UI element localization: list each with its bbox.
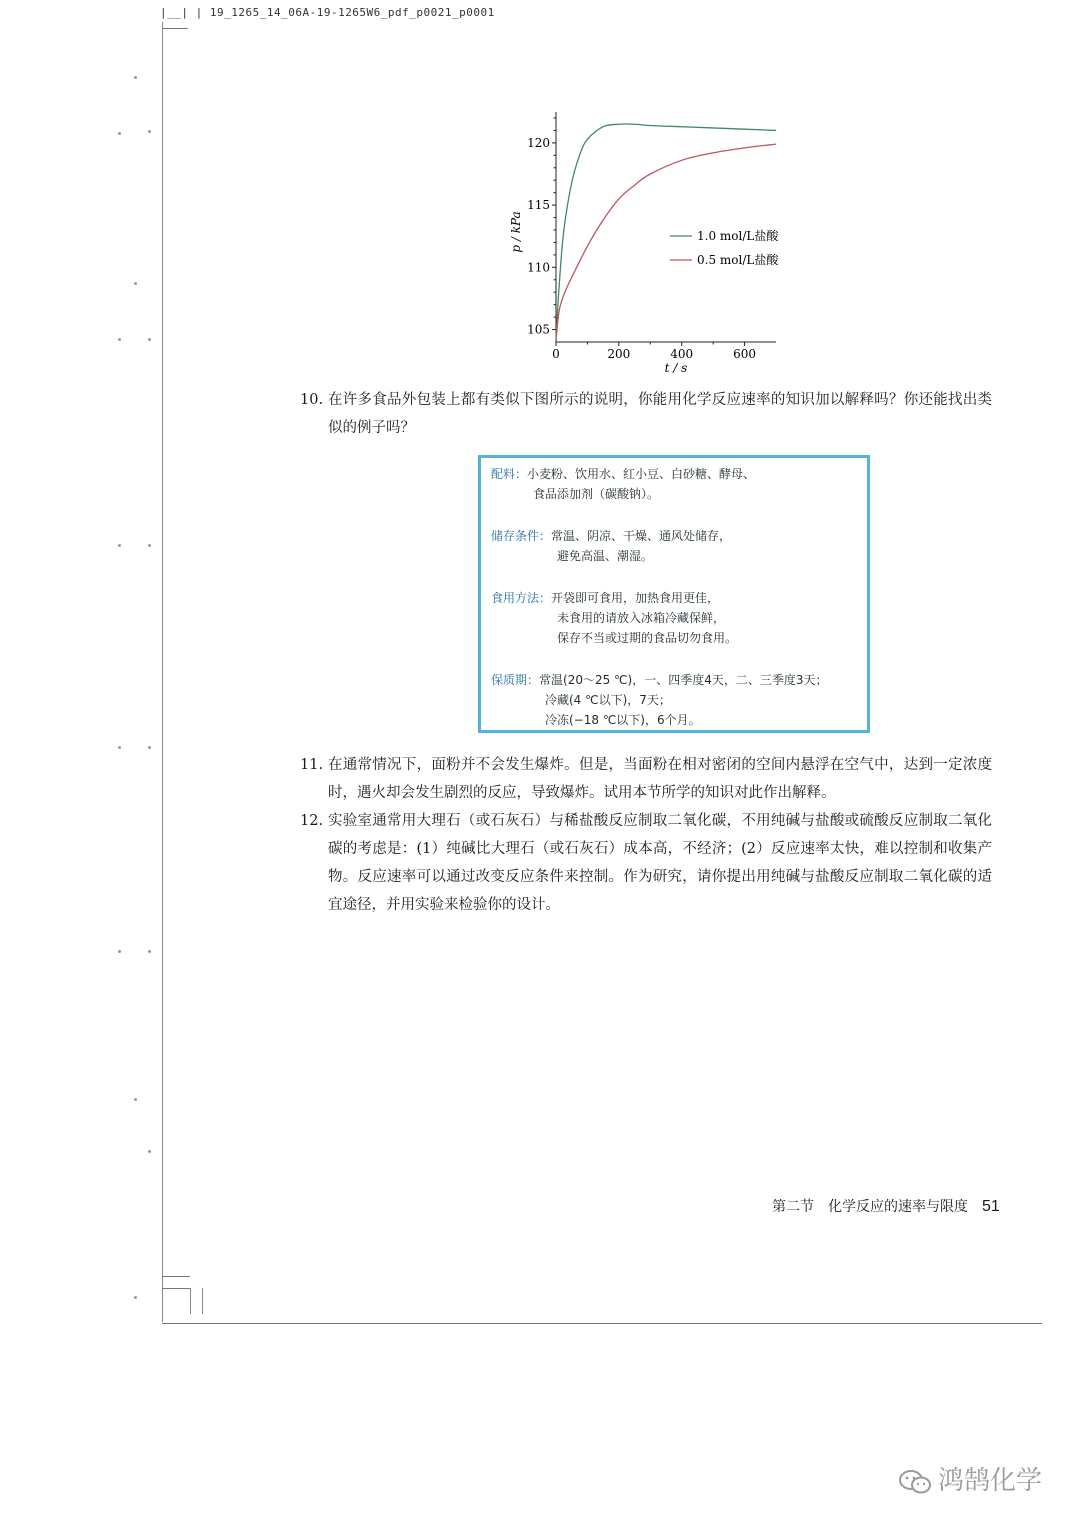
- y-tick-label: 105: [527, 322, 550, 337]
- x-tick-label: 0: [552, 347, 560, 361]
- question-11: [300, 751, 992, 807]
- usage-row: [491, 588, 719, 608]
- y-tick-label: 115: [527, 198, 550, 213]
- wechat-icon: [898, 1469, 934, 1495]
- scan-header: [160, 6, 495, 19]
- page-footer: [772, 1196, 1000, 1216]
- binding-hole: [148, 1150, 151, 1153]
- crop-mark: [162, 1276, 190, 1277]
- usage-continued: 未食用的请放入冰箱冷藏保鲜，: [557, 611, 726, 625]
- binding-hole: [134, 282, 137, 285]
- storage-continued: 避免高温、潮湿。: [557, 549, 654, 563]
- ingredients-key: 配料：: [491, 467, 528, 481]
- usage-value: 开袋即可食用，加热食用更佳，: [551, 591, 720, 605]
- shelf-life-continued: 冷藏(4 ℃以下)，7天；: [545, 693, 671, 707]
- binding-hole: [134, 1296, 137, 1299]
- x-tick-label: 600: [733, 347, 757, 361]
- ingredients-continued: 食品添加剂（碳酸钠）。: [533, 487, 660, 501]
- storage-value: 常温、阴凉、干燥、通风处储存，: [551, 529, 732, 543]
- binding-hole: [148, 130, 151, 133]
- watermark-text: 鸿鹄化学: [938, 1466, 1043, 1496]
- x-axis-label: t / s: [664, 361, 688, 375]
- question-12: [300, 807, 992, 919]
- binding-hole: [118, 338, 121, 341]
- scan-mark: |__| |: [160, 6, 210, 19]
- shelf-life-value: 常温(20～25 ℃)，一、四季度4天，二、三季度3天；: [539, 673, 828, 687]
- question-text: 实验室通常用大理石（或石灰石）与稀盐酸反应制取二氧化碳，不用纯碱与盐酸或硫酸反应制取二氧化碳的考虑是：(1）纯碱比大理石（或石灰石）成本高，不经济；(2）反应速率太快，难以控制和收集产物。反应速率可以通过改变反应条件来控制。作为研究，请你提出用纯碱与盐酸反应制取二氧化碳的适宜途径，并用实验来检验你的设计。: [328, 813, 992, 913]
- binding-hole: [134, 76, 137, 79]
- binding-hole: [118, 746, 121, 749]
- ingredients-value: 小麦粉、饮用水、红小豆、白砂糖、酵母、: [527, 467, 756, 481]
- food-label-box: [478, 455, 870, 733]
- section-title: 第二节 化学反应的速率与限度: [772, 1199, 968, 1215]
- crop-mark: [190, 1288, 191, 1314]
- binding-hole: [118, 544, 121, 547]
- crop-mark: [162, 1288, 190, 1289]
- usage-continued: 保存不当或过期的食品切勿食用。: [557, 631, 738, 645]
- chart-legend: [670, 228, 779, 267]
- binding-hole: [148, 544, 151, 547]
- shelf-life-key: 保质期：: [491, 673, 540, 687]
- x-tick-label: 200: [607, 347, 631, 361]
- binding-hole: [118, 950, 121, 953]
- storage-key: 储存条件：: [491, 529, 552, 543]
- ingredients-row: [491, 464, 755, 484]
- y-axis-label: p / kPa: [509, 211, 523, 253]
- binding-hole: [118, 132, 121, 135]
- legend-label-1: 1.0 mol/L盐酸: [697, 229, 779, 243]
- crop-mark: [202, 1288, 203, 1314]
- y-tick-label: 120: [527, 135, 550, 150]
- crop-mark: [162, 28, 188, 29]
- shelf-life-continued: 冷冻(−18 ℃以下)，6个月。: [545, 713, 701, 727]
- usage-key: 食用方法：: [491, 591, 552, 605]
- question-number: 10.: [300, 392, 324, 408]
- page-edge-left: [162, 22, 163, 1322]
- watermark: [898, 1460, 1042, 1497]
- page-edge-bottom: [162, 1323, 1042, 1324]
- page-number: 51: [982, 1198, 1000, 1215]
- chart-frame: [556, 112, 776, 342]
- y-tick-label: 110: [527, 260, 550, 275]
- binding-hole: [134, 1098, 137, 1101]
- question-text: 在通常情况下，面粉并不会发生爆炸。但是，当面粉在相对密闭的空间内悬浮在空气中，达到一定浓度时，遇火却会发生剧烈的反应，导致爆炸。试用本节所学的知识对此作出解释。: [328, 757, 992, 801]
- pressure-time-chart: [490, 110, 810, 380]
- question-number: 12.: [300, 813, 324, 829]
- storage-row: [491, 526, 731, 546]
- shelf-life-row: [491, 670, 827, 690]
- x-tick-label: 400: [670, 347, 694, 361]
- question-text: 在许多食品外包装上都有类似下图所示的说明，你能用化学反应速率的知识加以解释吗？你还能找出类似的例子吗？: [328, 392, 992, 436]
- question-number: 11.: [300, 757, 324, 773]
- binding-hole: [148, 746, 151, 749]
- binding-hole: [148, 338, 151, 341]
- scan-filename: 19_1265_14_06A-19-1265W6_pdf_p0021_p0001: [209, 6, 495, 19]
- binding-hole: [148, 950, 151, 953]
- legend-label-2: 0.5 mol/L盐酸: [697, 253, 779, 267]
- question-10: [300, 386, 992, 442]
